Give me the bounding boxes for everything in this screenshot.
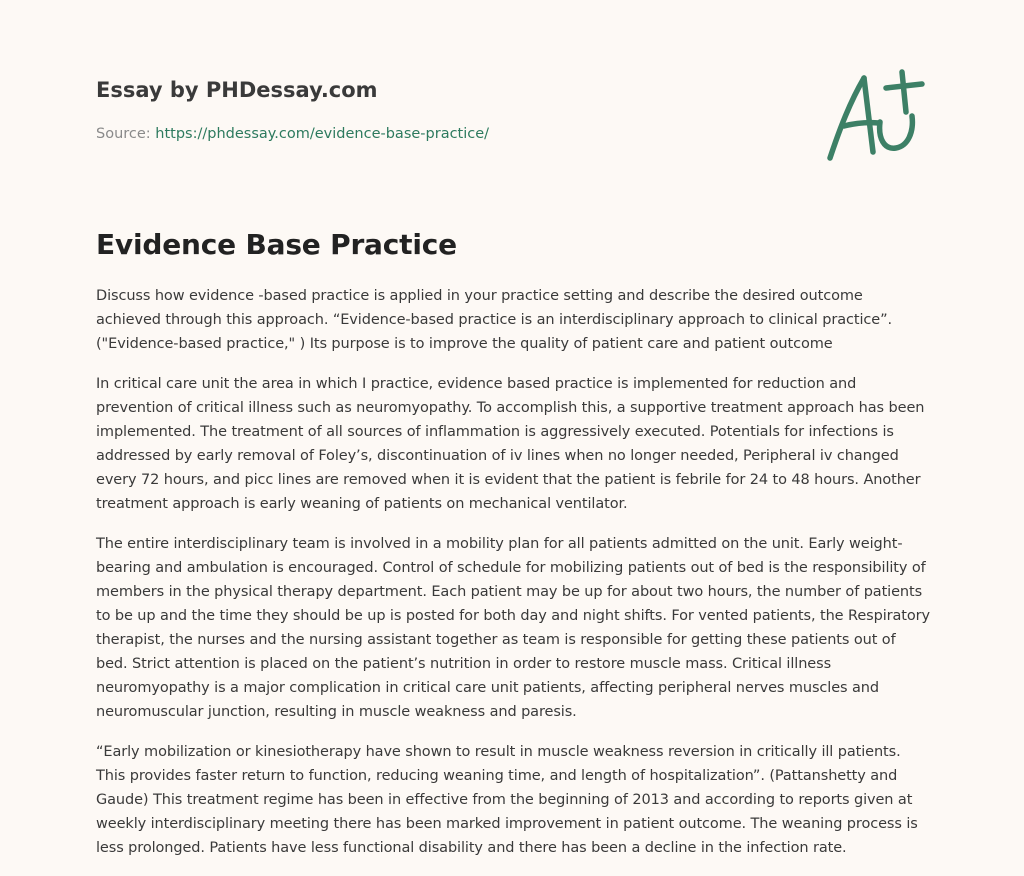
paragraph: The entire interdisciplinary team is involved in a mobility plan for all patients admitted on the unit. Early weight-bearing and ambulation is encouraged. Control of schedule for mobilizing patients out of bed is the responsibility of members in the physical therapy department. Each patient may be up for about two hours, the number of patients to be up and the time they should be up is posted for both day and night shifts. For vented patients, the Respiratory therapist, the nurses and the nursing assistant together as team is responsible for getting these patients out of bed. Strict attention is placed on the patient’s nutrition in order to restore muscle mass. Critical illness neuromyopathy is a major complication in critical care unit patients, affecting peripheral nerves muscles and neuromuscular junction, resulting in muscle weakness and paresis. (96, 536, 930, 720)
paragraph: In critical care unit the area in which I practice, evidence based practice is implemented for reduction and prevention of critical illness such as neuromyopathy. To accomplish this, a supportive treatment approach has been implemented. The treatment of all sources of inflammation is aggressively executed. Potentials for infections is addressed by early removal of Foley’s, discontinuation of iv lines when no longer needed, Peripheral iv changed every 72 hours, and picc lines are removed when it is evident that the patient is febrile for 24 to 48 hours. Another treatment approach is early weaning of patients on mechanical ventilator. (96, 376, 925, 512)
paragraph: Discuss how evidence -based practice is applied in your practice setting and describe the desired outcome achieved through this approach. “Evidence-based practice is an interdisciplinary approach to clinical practice”. ("Evidence-based practice," ) Its purpose is to improve the quality of patient care and patient outcome (96, 288, 892, 352)
source-link[interactable]: https://phdessay.com/evidence-base-practice/ (155, 126, 490, 142)
paragraph: “Early mobilization or kinesiotherapy have shown to result in muscle weakness reversion in critically ill patients. This provides faster return to function, reducing weaning time, and length of hospitalization”. (Pattanshetty and Gaude) This treatment regime has been in effective from the beginning of 2013 and according to reports given at weekly interdisciplinary meeting there has been marked improvement in patient outcome. The weaning process is less prolonged. Patients have less functional disability and there has been a decline in the infection rate. (96, 744, 918, 856)
site-brand: Essay by PHDessay.com (96, 78, 378, 102)
article-title: Evidence Base Practice (96, 228, 457, 261)
a-plus-logo-icon (822, 66, 932, 166)
source-line (96, 124, 796, 144)
article-body (96, 284, 930, 876)
source-label: Source: (96, 126, 151, 142)
page-header (96, 76, 796, 144)
